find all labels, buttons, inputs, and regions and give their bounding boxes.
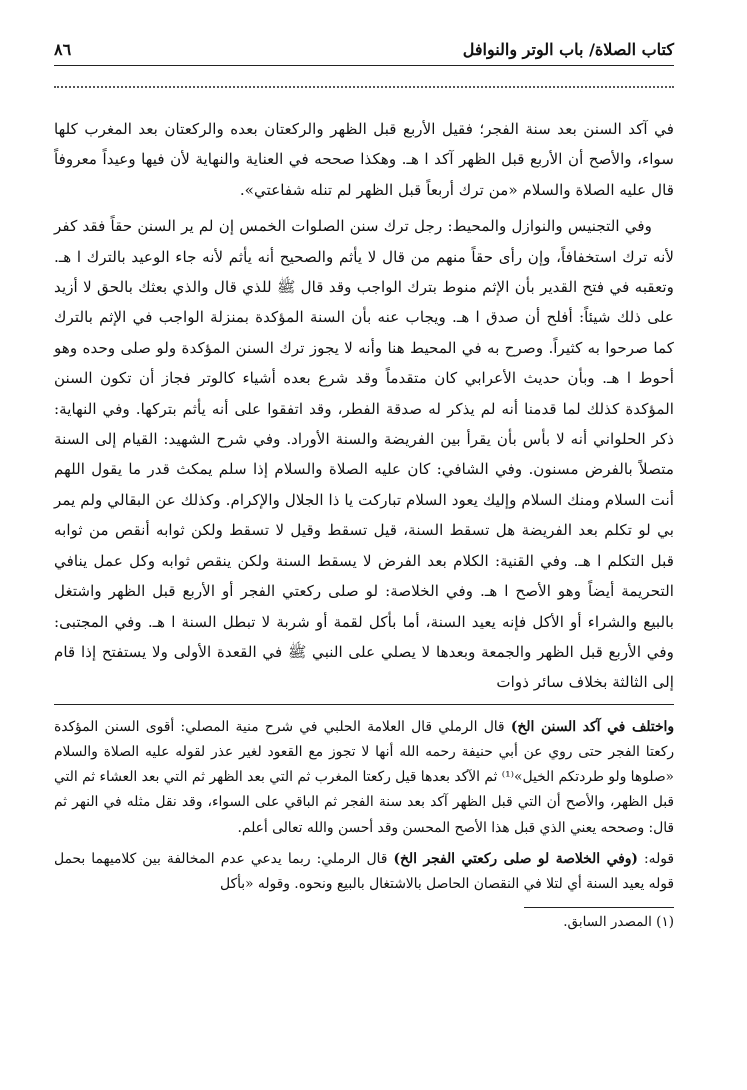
commentary-1-lead: واختلف في آكد السنن الخ) <box>510 718 674 735</box>
page <box>54 40 674 930</box>
page-number: ٨٦ <box>54 40 72 59</box>
main-paragraph-1: في آكد السنن بعد سنة الفجر؛ فقيل الأربع قبل الظهر والركعتان بعده والركعتان بعد المغرب كلها سواء، والأصح أن الأربع قبل الظهر آكد ا هـ. وهكذا صححه في العناية والنهاية لأن فيها وعيداً معروفاً قال عليه الصلاة والسلام «من ترك أربعاً قبل الظهر لم تنله شفاعتي». <box>54 120 674 199</box>
commentary-text <box>54 715 674 897</box>
commentary-paragraph-1 <box>54 715 674 841</box>
footnote-text: المصدر السابق. <box>563 914 652 931</box>
running-header <box>54 40 674 66</box>
main-text <box>54 114 674 698</box>
dotted-separator <box>54 72 674 88</box>
commentary-divider <box>54 704 674 705</box>
main-paragraph-2: وفي التجنيس والنوازل والمحيط: رجل ترك سنن الصلوات الخمس إن لم ير السنن حقاً فقد كفر لأنه ترك استخفافاً، وإن رأى حقاً منهم من قال لا يأثم والصحيح أنه يأثم لأنه جاء الوعيد بالترك ا هـ. وتعقبه في فتح القدير بأن الإثم منوط بترك الواجب وقد قال ﷺ للذي قال والذي بعثك بالحق لا أزيد على ذلك شيئاً: أفلح أن صدق ا هـ. ويجاب عنه بأن السنة المؤكدة بمنزلة الواجب في الإثم بالترك كما صرحوا به كثيراً. وصرح به في المحيط هنا وأنه لا يجوز ترك السنن المؤكدة ولو صلى وحده وهو أحوط ا هـ. وبأن حديث الأعرابي كان متقدماً وقد شرع بعده أشياء كالوتر فجاز أن تكون السنن المؤكدة كذلك لما قدمنا أنه لم يذكر له صدقة الفطر، وقد اتفقوا على أنه يأثم بتركها. وفي النهاية: ذكر الحلواني أنه لا بأس بأن يقرأ بين الفريضة والسنة الأوراد. وفي شرح الشهيد: القيام إلى السنة متصلاً بالفرض مسنون. وفي الشافي: كان عليه الصلاة والسلام إذا سلم يمكث قدر ما يقول اللهم أنت السلام ومنك السلام وإليك يعود السلام تباركت يا ذا الجلال والإكرام. وكذلك عن البقالي ولم يمر بي لو تكلم بعد الفريضة هل تسقط السنة، قيل تسقط وقيل لا تسقط ولكن ثوابه أنقص من ثوابه قبل التكلم ا هـ. وفي القنية: الكلام بعد الفرض لا يسقط السنة ولكن ينقص ثوابه وكل عمل ينافي التحريمة أيضاً وهو الأصح ا هـ. وفي الخلاصة: لو صلى ركعتي الفجر أو الأربع قبل الظهر واشتغل بالبيع والشراء أو الأكل فإنه يعيد السنة، أما بأكل لقمة أو شربة لا تبطل السنة ا هـ. وفي المجتبى: وفي الأربع قبل الظهر والجمعة وبعدها لا يصلي على النبي ﷺ في القعدة الأولى ولا يستفتح إذا قام إلى الثالثة بخلاف سائر ذوات <box>54 217 674 692</box>
commentary-1-body: قال الرملي قال العلامة الحلبي في شرح منية المصلي: أقوى السنن المؤكدة ركعتا الفجر حتى روي عن أبي حنيفة رحمه الله أنها لا تجوز مع القعود لغير عذر لقوله عليه الصلاة والسلام «صلوها ولو طردتكم الخيل»⁽¹⁾ ثم الآكد بعدها قيل ركعتا المغرب ثم التي بعد الظهر ثم التي بعد العشاء ثم التي قبل الظهر، والأصح أن التي قبل الظهر آكد بعد سنة الفجر ثم الباقي على السواء، وقد نقل مثله في النهر ثم قال: وصححه يعني الذي قبل هذا الأصح المحسن وقد أحسن والله تعالى أعلم. <box>54 718 674 836</box>
header-title: كتاب الصلاة/ باب الوتر والنوافل <box>462 40 674 59</box>
commentary-2-body: قال الرملي: ربما يدعي عدم المخالفة بين كلاميهما بحمل قوله يعيد السنة أي لتلا في النقصان الحاصل بالاشتغال بالبيع ونحوه. وقوله «بأكل <box>54 850 674 892</box>
footnote <box>54 914 674 930</box>
commentary-2-prefix: قوله: <box>637 850 674 867</box>
commentary-paragraph-2 <box>54 847 674 897</box>
commentary-2-lead: (وفي الخلاصة لو صلى ركعتي الفجر الخ) <box>393 850 638 867</box>
footnote-number: (١) <box>656 914 674 931</box>
footnote-rule <box>524 907 674 908</box>
